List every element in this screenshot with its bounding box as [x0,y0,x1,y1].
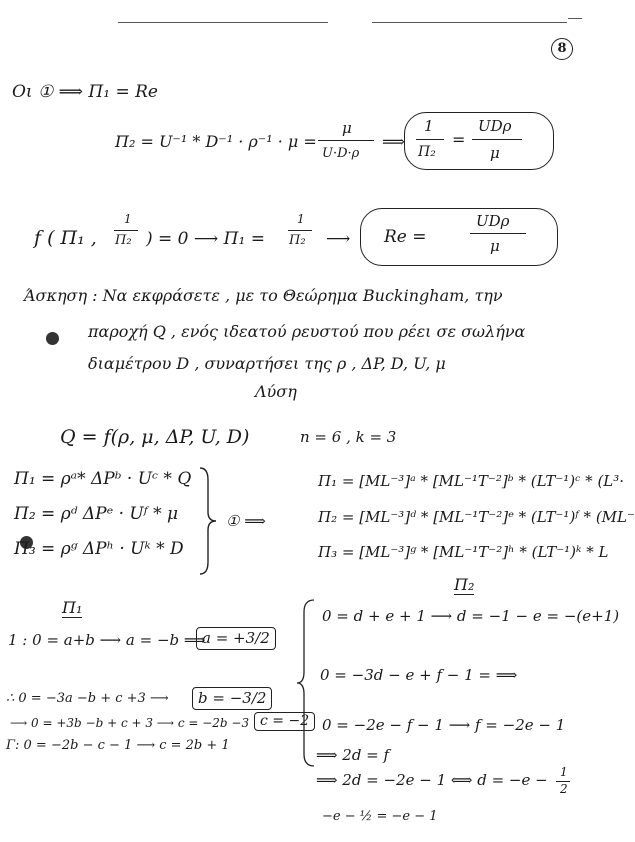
re-frac-bar [470,233,526,234]
boxed-equals: = [452,130,466,149]
solution-heading: Λύση [255,382,297,401]
exercise-line-1: Άσκηση : Να εκφράσετε , με το Θεώρημα Buckingham, την [24,286,503,305]
pi2-expression: Π₂ = U⁻¹ * D⁻¹ · ρ⁻¹ · μ = [115,132,317,151]
f-function-left: f ( Π₁ , [34,227,97,249]
pi2-dimensions: Π₂ = [ML⁻³]ᵈ * [ML⁻¹T⁻²]ᵉ * (LT⁻¹)ᶠ * (ML⁻ [318,508,635,526]
pi2-relation-d-f: ⟹ 2d = f [316,746,390,764]
re-label: Re = [384,227,427,247]
implies-arrow-1: ⟹ [382,132,405,151]
re-num: UDρ [476,212,510,230]
page-number-badge: 8 [551,38,573,60]
pi1-dimensions: Π₁ = [ML⁻³]ᵃ * [ML⁻¹T⁻²]ᵇ * (LT⁻¹)ᶜ * (L³· [318,472,625,490]
pi1-length-equation: ∴ 0 = −3a −b + c +3 ⟶ [6,691,169,706]
n-k-values: n = 6 , k = 3 [300,428,397,446]
q-function: Q = f(ρ, μ, ΔP, U, D) [60,426,250,448]
pi1-length-substitution: ⟶ 0 = +3b −b + c + 3 ⟶ c = −2b −3 [10,716,250,730]
f-result-num: 1 [297,212,305,226]
pi1-mass-equation: 1 : 0 = a+b ⟶ a = −b ⟹ [8,631,206,649]
pi2-work-heading: Π₂ [454,575,475,594]
boxed-left-bar [416,139,444,140]
boxed-right-den: μ [490,144,500,162]
c-result-box: c = −2 [254,712,315,731]
exercise-line-2: παροχή Q , ενός ιδεατού ρευστού που ρέει σε σωλήνα [88,322,526,341]
pi1-time-equation: Γ: 0 = −2b − c − 1 ⟶ c = 2b + 1 [6,738,230,753]
pi2-time-equation: 0 = −2e − f − 1 ⟶ f = −2e − 1 [322,716,566,734]
header-rule-left [118,22,328,23]
hole-punch-1 [46,332,59,345]
f-result-bar [288,230,312,231]
pi2-mass-equation: 0 = d + e + 1 ⟶ d = −1 − e = −(e+1) [322,607,620,625]
pi2-definition: Π₂ = ρᵈ ΔPᵉ · Uᶠ * μ [14,504,179,524]
pi2-frac-bar [318,140,374,141]
brace-reference: ① ⟹ [226,512,266,530]
pi2-solve-d: ⟹ 2d = −2e − 1 ⟺ d = −e − [316,771,548,789]
exercise-line-3: διαμέτρου D , συναρτήσει της ρ , ΔP, D, U, μ [88,354,446,373]
pi2-frac-num: μ [342,119,352,137]
a-result-box: a = +3/2 [196,627,276,650]
pi2-frac-den: 2 [560,782,568,796]
pi2-length-equation: 0 = −3d − e + f − 1 = ⟹ [320,666,518,684]
f-mid-den: Π₂ [115,233,132,248]
pi2-check-line: −e − ½ = −e − 1 [322,809,438,824]
pi2-frac-den: U·D·ρ [322,146,360,161]
f-mid-num: 1 [124,212,132,226]
boxed-right-num: UDρ [478,117,512,135]
pi2-frac-num: 1 [560,765,568,779]
definitions-brace [198,466,218,576]
f-result-den: Π₂ [289,233,306,248]
boxed-left-den: Π₂ [418,144,436,160]
arrow-to-re: ⟶ [326,229,351,249]
pi2-brace [296,598,316,768]
pi3-definition: Π₃ = ρᵍ ΔPʰ · Uᵏ * D [14,539,184,559]
header-rule-right [372,22,567,23]
f-mid-bar [114,230,138,231]
boxed-left-num: 1 [424,117,434,135]
pi3-dimensions: Π₃ = [ML⁻³]ᵍ * [ML⁻¹T⁻²]ʰ * (LT⁻¹)ᵏ * L [318,543,609,561]
boxed-right-bar [472,139,522,140]
re-den: μ [490,237,500,255]
pi1-definition: Π₁ = ρᵃ* ΔPᵇ · Uᶜ * Q [14,469,192,489]
pi1-equals-re: Οι ① ⟹ Π₁ = Re [12,82,158,102]
f-function-right: ) = 0 ⟶ Π₁ = [146,229,265,249]
b-result-box: b = −3/2 [192,687,272,710]
header-rule-right-tick [568,18,582,19]
pi1-work-heading: Π₁ [62,598,83,617]
